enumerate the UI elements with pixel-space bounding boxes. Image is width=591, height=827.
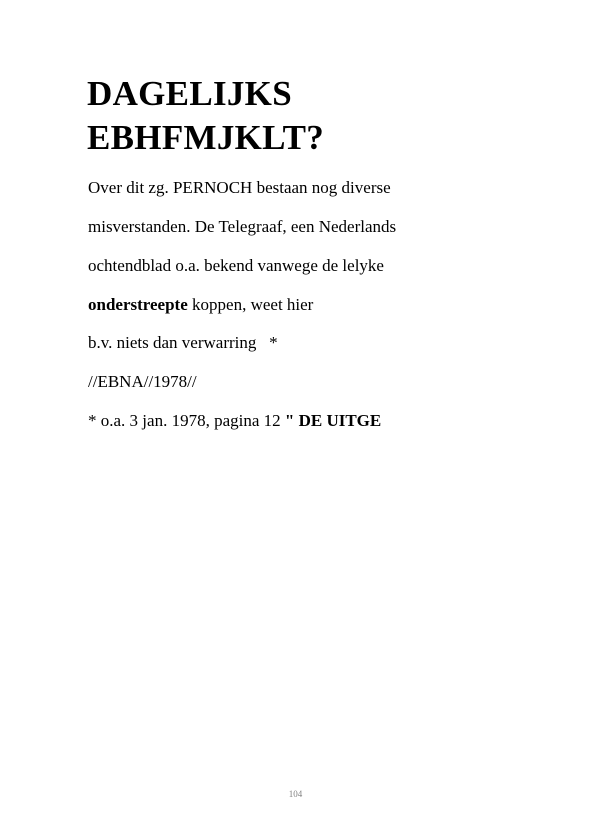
page-number: 104 <box>288 789 303 799</box>
body-line-5: b.v. niets dan verwarring * <box>88 333 278 352</box>
bold-word-onderstreepte: onderstreepte <box>88 295 188 314</box>
body-line-3: ochtendblad o.a. bekend vanwege de lelyke <box>88 256 384 275</box>
title-line-2: EBHFMJKLT? <box>87 118 325 157</box>
footnote-line <box>88 411 381 431</box>
body-line-6: //EBNA//1978// <box>88 372 197 391</box>
body-line-4-rest: koppen, weet hier <box>187 295 314 314</box>
footnote-bold-text: " DE UITGE <box>284 411 382 430</box>
body-line-1: Over dit zg. PERNOCH bestaan nog diverse <box>88 178 391 197</box>
title-line-1: DAGELIJKS <box>87 74 292 113</box>
body-line-2: misverstanden. De Telegraaf, een Nederlands <box>88 217 397 236</box>
page-title <box>87 72 324 160</box>
footnote-text: * o.a. 3 jan. 1978, pagina 12 <box>88 411 285 430</box>
body-line-4 <box>88 295 313 315</box>
